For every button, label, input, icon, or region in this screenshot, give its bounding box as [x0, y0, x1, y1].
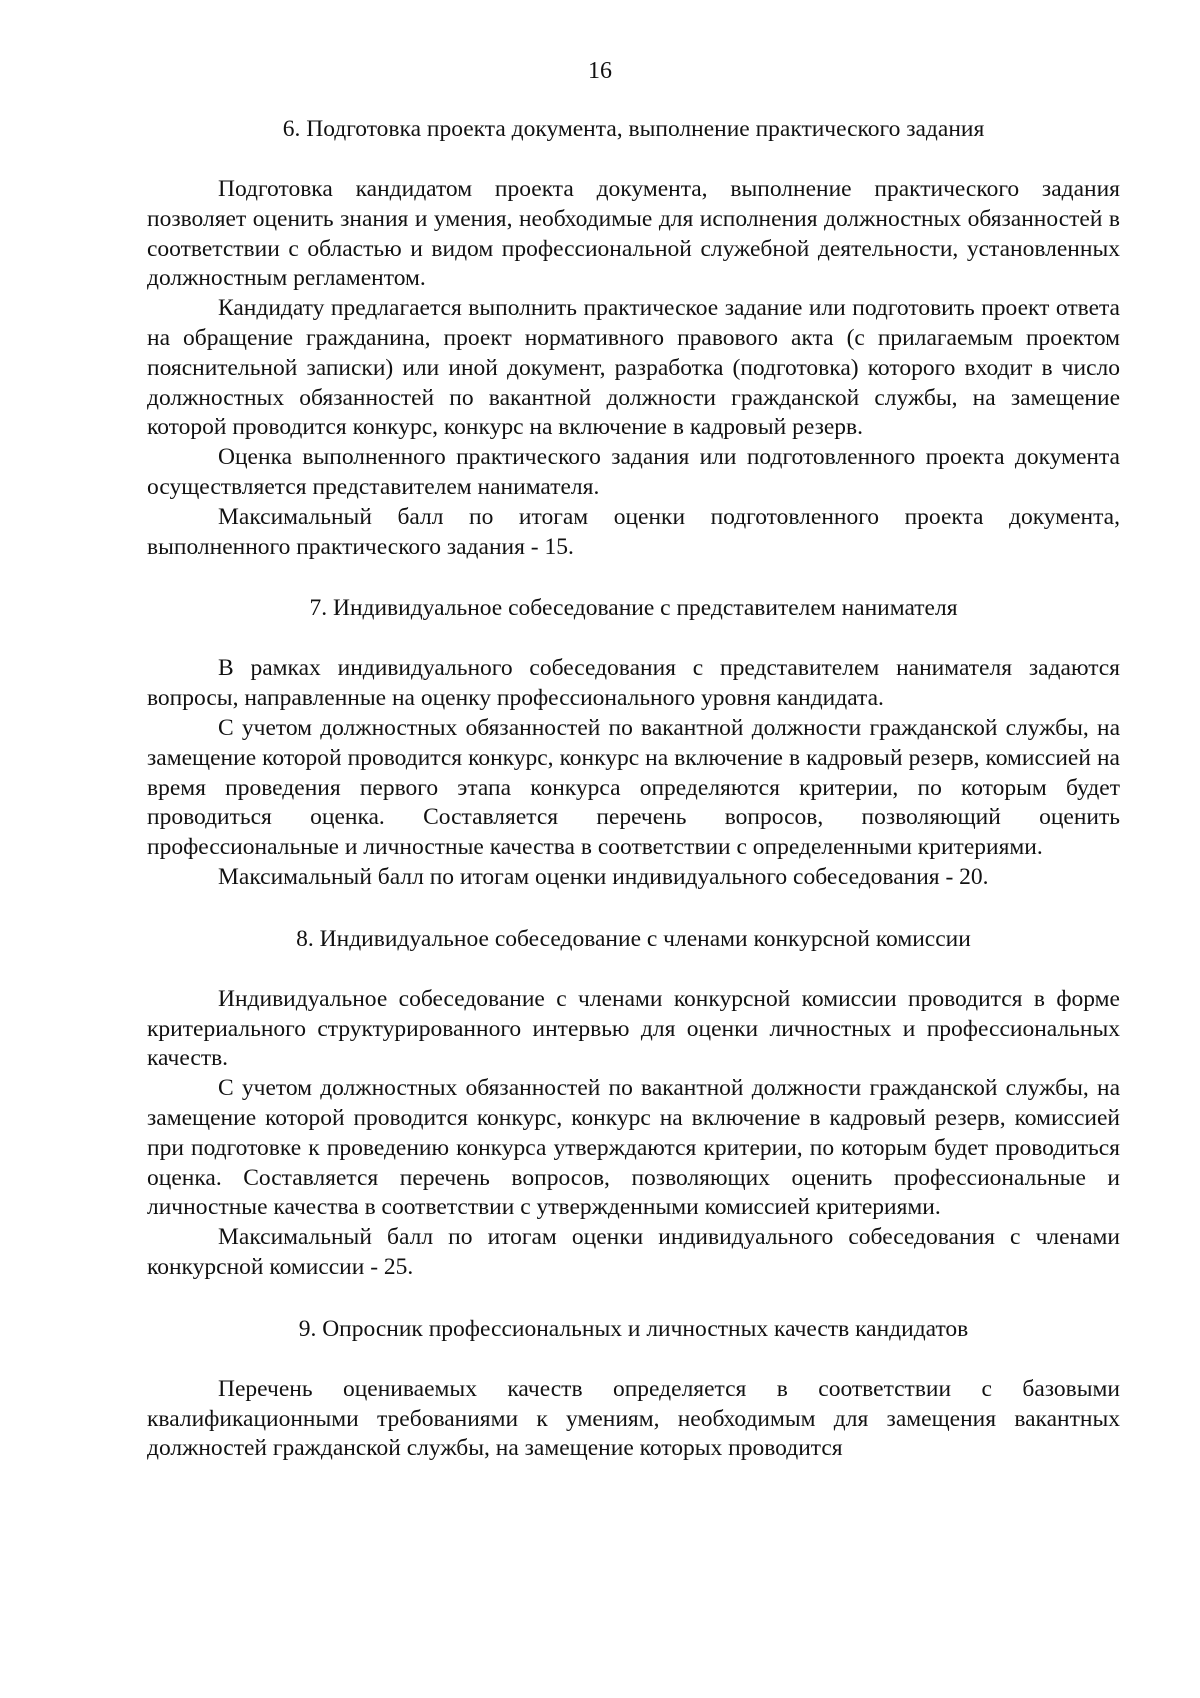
paragraph: Перечень оцениваемых качеств определяется в соответствии с базовыми квалификационными требованиями к умениям, необходимым для замещения вакантных должностей гражданской службы, на замещение которых проводится — [147, 1375, 1120, 1462]
paragraph: Максимальный балл по итогам оценки индивидуального собеседования с членами конкурсной комиссии - 25. — [147, 1224, 1120, 1280]
section-8 — [147, 924, 1120, 1283]
paragraph: Кандидату предлагается выполнить практическое задание или подготовить проект ответа на обращение гражданина, проект нормативного правового акта (с прилагаемым проектом пояснительной записки) или иной документ, разработка (подготовка) которого входит в число должностных обязанностей по вакантной должности гражданской службы, на замещение которой проводится конкурс, конкурс на включение в кадровый резерв. — [147, 295, 1120, 441]
section-heading: 9. Опросник профессиональных и личностных качеств кандидатов — [298, 1315, 969, 1342]
section-heading: 8. Индивидуальное собеседование с членами конкурсной комиссии — [296, 925, 971, 952]
section-6 — [147, 114, 1120, 562]
section-7 — [147, 593, 1120, 892]
paragraph: Максимальный балл по итогам оценки индивидуального собеседования - 20. — [218, 863, 989, 890]
paragraph: С учетом должностных обязанностей по вакантной должности гражданской службы, на замещение которой проводится конкурс, конкурс на включение в кадровый резерв, комиссией при подготовке к проведению конкурса утверждаются критерии, по которым будет проводиться оценка. Составляется перечень вопросов, позволяющих оценить профессиональные и личностные качества в соответствии с утвержденными комиссией критериями. — [147, 1075, 1120, 1221]
paragraph: В рамках индивидуального собеседования с представителем нанимателя задаются вопросы, направленные на оценку профессионального уровня кандидата. — [147, 655, 1120, 712]
paragraph: Оценка выполненного практического задания или подготовленного проекта документа осуществляется представителем нанимателя. — [147, 444, 1120, 500]
paragraph: С учетом должностных обязанностей по вакантной должности гражданской службы, на замещение которой проводится конкурс, конкурс на включение в кадровый резерв, комиссией на время проведения первого этапа конкурса определяются критерии, по которым будет проводиться оценка. Составляется перечень вопросов, позволяющий оценить профессиональные и личностные качества в соответствии с определенными критериями. — [147, 714, 1120, 861]
section-heading: 6. Подготовка проекта документа, выполнение практического задания — [282, 116, 985, 142]
page-number: 16 — [588, 58, 612, 84]
section-9 — [147, 1314, 1120, 1464]
paragraph: Подготовка кандидатом проекта документа, выполнение практического задания позволяет оценить знания и умения, необходимые для исполнения должностных обязанностей в соответствии с областью и видом профессиональной служебной деятельности, установленных должностным регламентом. — [147, 176, 1120, 292]
paragraph: Максимальный балл по итогам оценки подготовленного проекта документа, выполненного практического задания - 15. — [147, 503, 1120, 560]
document-body — [147, 114, 1120, 1464]
paragraph: Индивидуальное собеседование с членами конкурсной комиссии проводится в форме критериального структурированного интервью для оценки личностных и профессиональных качеств. — [147, 985, 1120, 1072]
section-heading: 7. Индивидуальное собеседование с представителем нанимателя — [309, 595, 958, 622]
